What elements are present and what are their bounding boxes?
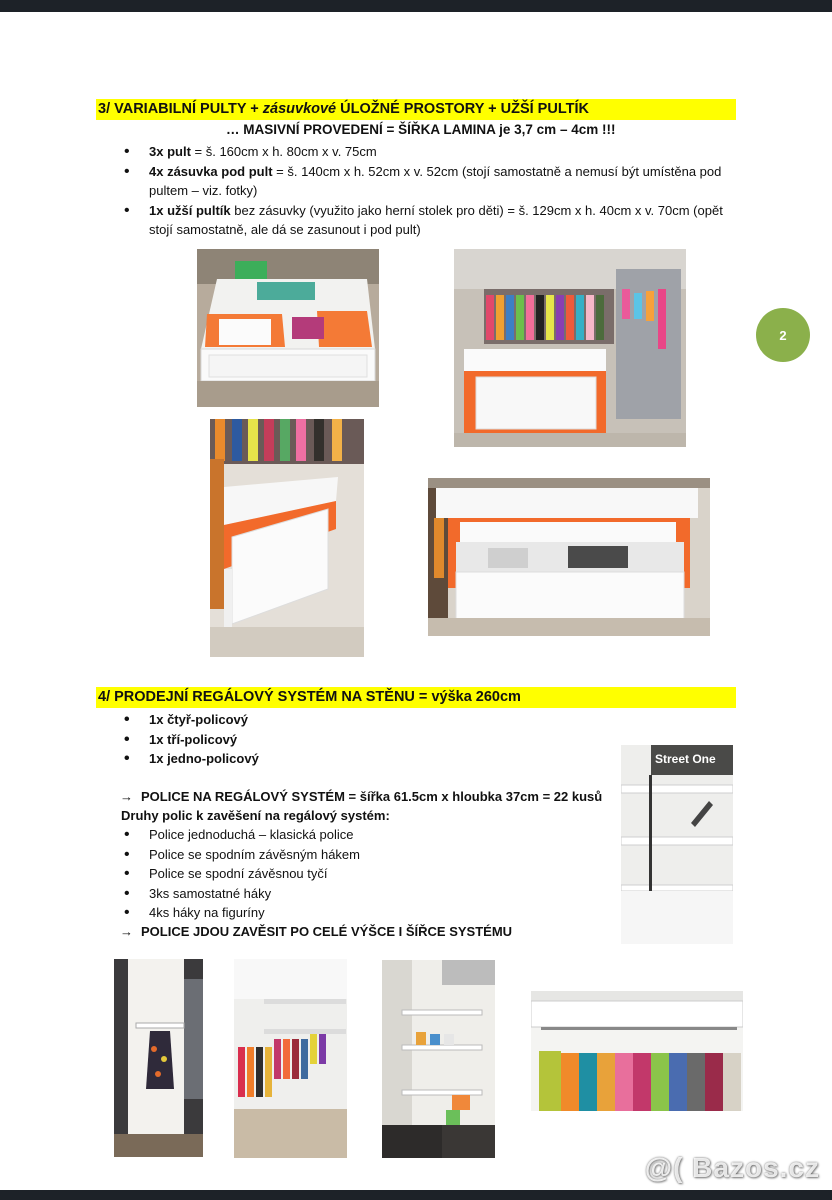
list-item: • 4x zásuvka pod pult = š. 140cm x h. 52cm x v. 52cm (stojí samostatně a nemusí být umístěna pod pultem – viz. fotky) [122,162,742,201]
photo-wall-system-figurine [114,959,203,1157]
section-3-subline: … MASIVNÍ PROVEDENÍ = ŠÍŘKA LAMINA je 3,7 cm – 4cm !!! [226,122,616,137]
list-item: • 1x čtyř-policový [122,710,259,730]
section-4-types-list [122,825,360,923]
top-status-bar [0,0,832,12]
final-note-line: → POLICE JDOU ZAVĚSIT PO CELÉ VÝŠCE I ŠÍŘCE SYSTÉMU [120,924,513,939]
section-4-shelf-list [122,710,259,769]
section-4-heading: 4/ PRODEJNÍ REGÁLOVÝ SYSTÉM NA STĚNU = výška 260cm [96,687,736,708]
bottom-bar [0,1190,832,1200]
shelf-types-title: Druhy polic k zavěšení na regálový systém: [121,808,390,823]
list-item: • Police jednoduchá – klasická police [122,825,360,845]
list-item: • 3ks samostatné háky [122,884,360,904]
photo-counter-store [454,249,686,447]
arrow-icon: → [120,789,133,804]
photo-wall-rack-sign [621,745,733,944]
street-one-sign: Street One [655,752,716,766]
photo-counter-open-drawer [428,478,710,636]
photo-counter-with-mats [197,249,379,407]
list-item: • 1x jedno-policový [122,749,259,769]
bazos-watermark: @( Bazos.cz [644,1152,820,1183]
photo-wall-system-shelves [382,960,495,1158]
list-item: • 4ks háky na figuríny [122,903,360,923]
photo-narrow-table [210,419,364,657]
section-3-list [122,142,742,240]
photo-wall-system-clothes [234,959,347,1158]
section-3-heading: 3/ VARIABILNÍ PULTY + zásuvkové ÚLOŽNÉ PROSTORY + UŽŠÍ PULTÍK [96,99,736,120]
arrow-icon: → [120,924,133,939]
list-item: • Police se spodním závěsným hákem [122,845,360,865]
list-item: • 3x pult = š. 160cm x h. 80cm x v. 75cm [122,142,742,162]
police-dimensions-line: → POLICE NA REGÁLOVÝ SYSTÉM = šířka 61.5cm x hloubka 37cm = 22 kusů [120,789,603,804]
page-number-badge: 2 [756,308,810,362]
list-item: • 1x užší pultík bez zásuvky (využito jako herní stolek pro děti) = š. 129cm x h. 40cm x v. 70cm (opět stojí samostatně, ale dá se zasunout i pod pult) [122,201,742,240]
list-item: • 1x tří-policový [122,730,259,750]
photo-hanging-jackets [531,991,743,1111]
list-item: • Police se spodní závěsnou tyčí [122,864,360,884]
